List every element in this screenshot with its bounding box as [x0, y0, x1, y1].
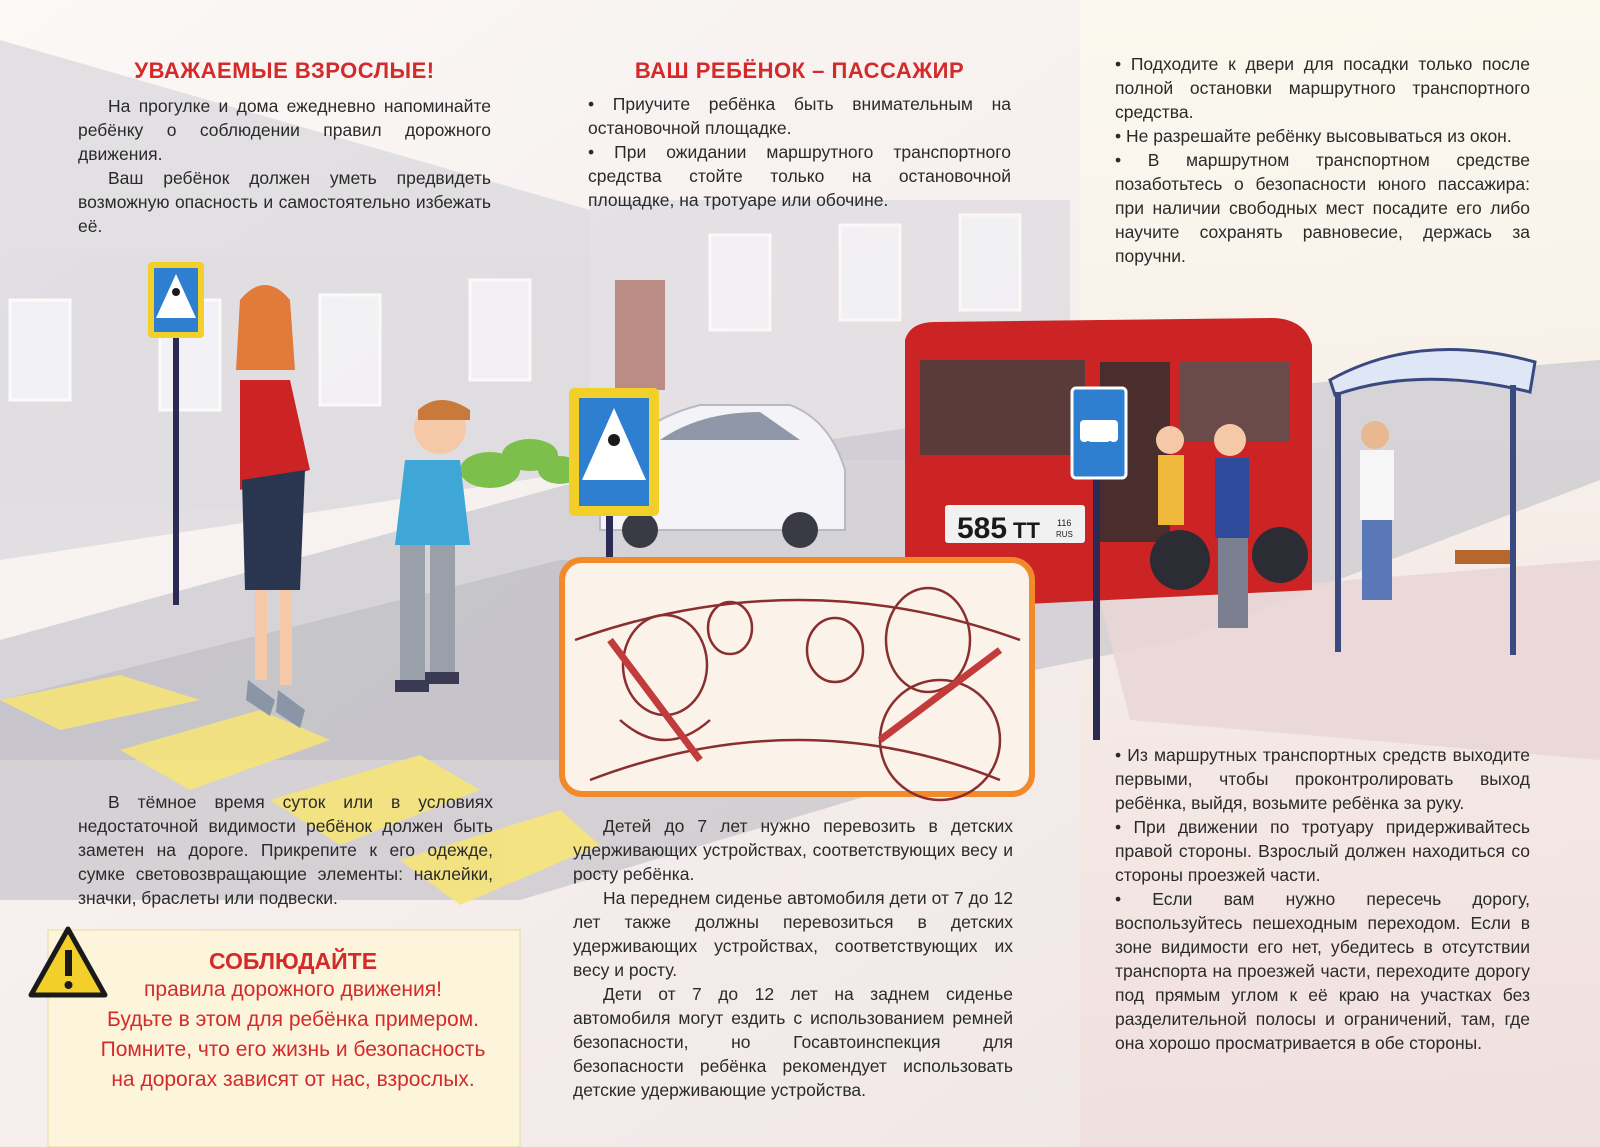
bus-plate-region: 116 [1057, 518, 1072, 528]
left-top-paragraph-2: Ваш ребёнок должен уметь предвидеть возможную опасность и самостоятельно избежать её. [78, 168, 491, 236]
right-bottom-bullet-3: • Если вам нужно пересечь дорогу, воспользуйтесь пешеходным переходом. Если в зоне видимости его нет, убедитесь в отсутствии транспорта на проезжей части, переходите дорогу под прямым углом к её краю на участках без разделительной полосы и ограничений, там, где она хорошо просматривается в обе стороны. [1115, 889, 1530, 1053]
right-top-bullet-1: • Подходите к двери для посадки только после полной остановки маршрутного транспортного средства. [1115, 54, 1530, 122]
warning-line-2: Будьте в этом для ребёнка примером. [107, 1008, 479, 1031]
left-top-title: УВАЖАЕМЫЕ ВЗРОСЛЫЕ! [134, 58, 435, 83]
left-top-paragraph-1: На прогулке и дома ежедневно напоминайте ребёнку о соблюдении правил дорожного движения. [78, 96, 491, 164]
bus-plate-letters: ТТ [1013, 518, 1040, 543]
warning-line-4: на дорогах зависят от нас, взрослых. [111, 1068, 475, 1091]
center-top-bullet-1: • Приучите ребёнка быть внимательным на остановочной площадке. [588, 94, 1011, 138]
warning-title: СОБЛЮДАЙТЕ [208, 948, 378, 974]
bus-plate-country: RUS [1056, 530, 1073, 539]
center-bottom-paragraph-1: Детей до 7 лет нужно перевозить в детских удерживающих устройствах, соответствующих весу и росту ребёнка. [573, 816, 1013, 884]
center-top-section [588, 58, 1011, 212]
bus-plate-number: 585 [957, 512, 1008, 545]
car-interior-inset [562, 560, 1032, 800]
right-bottom-bullet-1: • Из маршрутных транспортных средств выходите первыми, чтобы проконтролировать выход ребёнка, выйдя, возьмите ребёнка за руку. [1115, 745, 1530, 813]
right-top-bullet-2: • Не разрешайте ребёнку высовываться из окон. [1115, 126, 1512, 146]
left-bottom-section [78, 790, 493, 910]
warning-line-1: правила дорожного движения! [144, 978, 442, 1001]
center-bottom-paragraph-2: На переднем сиденье автомобиля дети от 7 до 12 лет также должны перевозиться в детских удерживающих устройствах, соответствующих их весу и росту. [573, 888, 1013, 980]
right-top-section [1115, 52, 1530, 268]
right-bottom-section [1115, 743, 1530, 1055]
warning-box [78, 948, 508, 1095]
warning-line-3: Помните, что его жизнь и безопасность [100, 1038, 486, 1061]
right-bottom-bullet-2: • При движении по тротуару придерживайтесь правой стороны. Взрослый должен находиться со стороны проезжей части. [1115, 817, 1530, 885]
right-top-bullet-3: • В маршрутном транспортном средстве позаботьтесь о безопасности юного пассажира: при наличии свободных мест посадите его либо научите сохранять равновесие, держась за поручни. [1115, 150, 1530, 266]
center-bottom-paragraph-3: Дети от 7 до 12 лет на заднем сиденье автомобиля могут ездить с использованием ремней безопасности, но Госавтоинспекция для безопасности ребёнка рекомендует использовать детские удерживающие устройства. [573, 984, 1013, 1100]
center-top-bullet-2: • При ожидании маршрутного транспортного средства стойте только на остановочной площадке, на тротуаре или обочине. [588, 142, 1011, 210]
left-bottom-paragraph: В тёмное время суток или в условиях недостаточной видимости ребёнок должен быть заметен на дороге. Прикрепите к его одежде, сумке световозвращающие элементы: наклейки, значки, браслеты или подвески. [78, 792, 493, 908]
center-top-title: ВАШ РЕБЁНОК – ПАССАЖИР [634, 58, 965, 83]
left-top-section [78, 58, 491, 238]
center-bottom-section [573, 814, 1013, 1102]
